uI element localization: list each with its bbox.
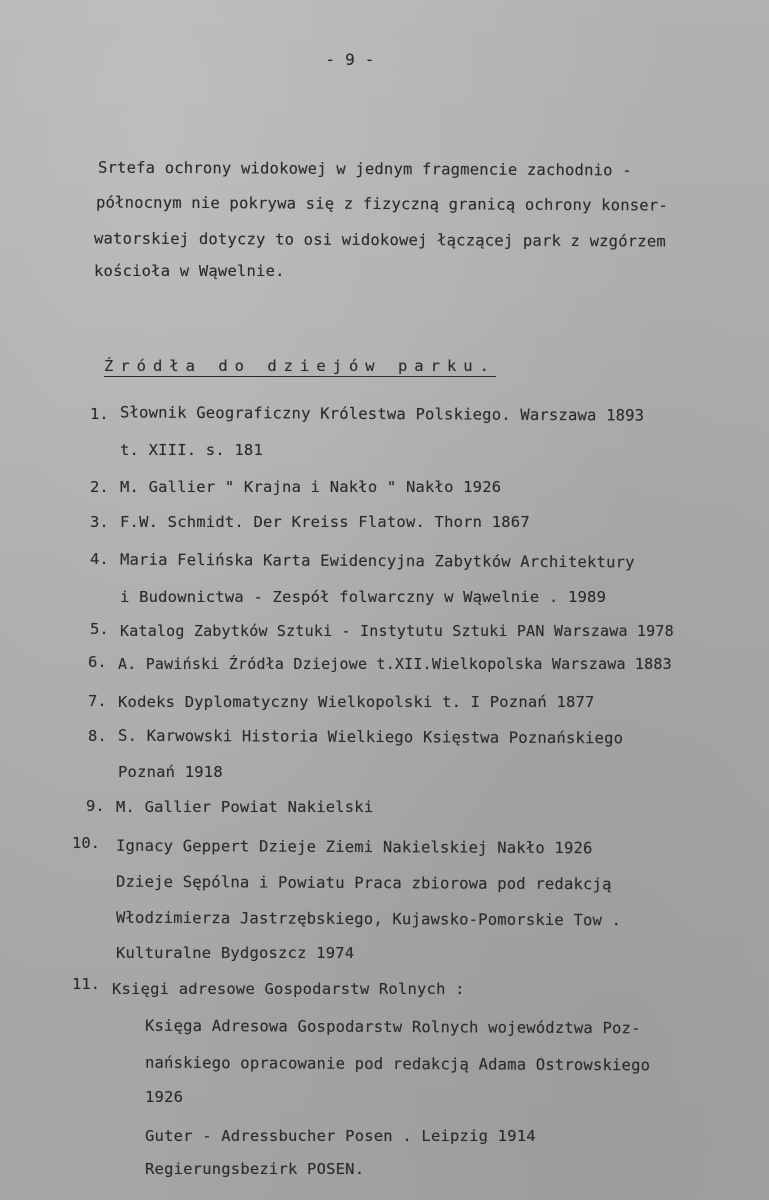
source-10-line-4: Kulturalne Bydgoszcz 1974 bbox=[116, 944, 355, 962]
intro-line-2: północnym nie pokrywa się z fizyczną granicą ochrony konser- bbox=[95, 193, 668, 215]
source-9-line-1: M. Gallier Powiat Nakielski bbox=[116, 798, 374, 816]
source-10-line-1: Ignacy Geppert Dzieje Ziemi Nakielskiej Nakło 1926 bbox=[115, 836, 593, 858]
source-number-10: 10. bbox=[72, 834, 100, 852]
source-11-line-3: nańskiego opracowanie pod redakcją Adama Ostrowskiego bbox=[144, 1053, 651, 1075]
source-number-11: 11. bbox=[72, 975, 100, 993]
source-number-8: 8. bbox=[88, 727, 107, 745]
source-1-line-2: t. XIII. s. 181 bbox=[120, 441, 263, 459]
source-11-line-1: Księgi adresowe Gospodarstw Rolnych : bbox=[112, 980, 465, 998]
source-7-line-1: Kodeks Dyplomatyczny Wielkopolski t. I Poznań 1877 bbox=[118, 693, 595, 711]
source-10-line-2: Dzieje Sępólna i Powiatu Praca zbiorowa pod redakcją bbox=[115, 872, 612, 894]
source-6-line-1: A. Pawiński Źródła Dziejowe t.XII.Wielkopolska Warszawa 1883 bbox=[118, 655, 672, 673]
source-4-line-1: Maria Felińska Karta Ewidencyjna Zabytków Architektury bbox=[119, 550, 635, 572]
source-number-4: 4. bbox=[90, 550, 109, 568]
source-2-line-1: M. Gallier " Krajna i Nakło " Nakło 1926 bbox=[120, 478, 502, 496]
source-11-line-5: Guter - Adressbucher Posen . Leipzig 1914 bbox=[145, 1127, 536, 1145]
source-4-line-2: i Budownictwa - Zespół folwarczny w Wąwelnie . 1989 bbox=[120, 588, 607, 606]
source-8-line-2: Poznań 1918 bbox=[118, 763, 223, 781]
section-heading: Źródła do dziejów parku. bbox=[104, 357, 496, 375]
source-11-line-4: 1926 bbox=[145, 1088, 184, 1106]
source-11-line-2: Księga Adresowa Gospodarstw Rolnych województwa Poz- bbox=[144, 1016, 641, 1038]
source-number-5: 5. bbox=[90, 620, 109, 638]
source-11-line-6: Regierungsbezirk POSEN. bbox=[145, 1160, 365, 1178]
source-number-7: 7. bbox=[88, 692, 107, 710]
intro-line-3: watorskiej dotyczy to osi widokowej łączącej park z wzgórzem bbox=[93, 229, 666, 251]
source-number-3: 3. bbox=[90, 513, 109, 531]
intro-line-1: Srtefa ochrony widokowej w jednym fragmencie zachodnio - bbox=[97, 158, 632, 180]
source-number-6: 6. bbox=[88, 653, 107, 671]
intro-line-4: kościoła w Wąwelnie. bbox=[94, 262, 285, 280]
source-1-line-1: Słownik Geograficzny Królestwa Polskiego. Warszawa 1893 bbox=[119, 403, 645, 425]
source-10-line-3: Włodzimierza Jastrzębskiego, Kujawsko-Pomorskie Tow . bbox=[115, 908, 622, 930]
source-number-2: 2. bbox=[90, 478, 109, 496]
source-number-9: 9. bbox=[86, 797, 105, 815]
source-number-1: 1. bbox=[90, 405, 109, 423]
page-number: - 9 - bbox=[325, 50, 375, 69]
source-3-line-1: F.W. Schmidt. Der Kreiss Flatow. Thorn 1867 bbox=[120, 513, 530, 531]
source-8-line-1: S. Karwowski Historia Wielkiego Księstwa Poznańskiego bbox=[117, 726, 624, 748]
source-5-line-1: Katalog Zabytków Sztuki - Instytutu Sztuki PAN Warszawa 1978 bbox=[120, 622, 674, 640]
